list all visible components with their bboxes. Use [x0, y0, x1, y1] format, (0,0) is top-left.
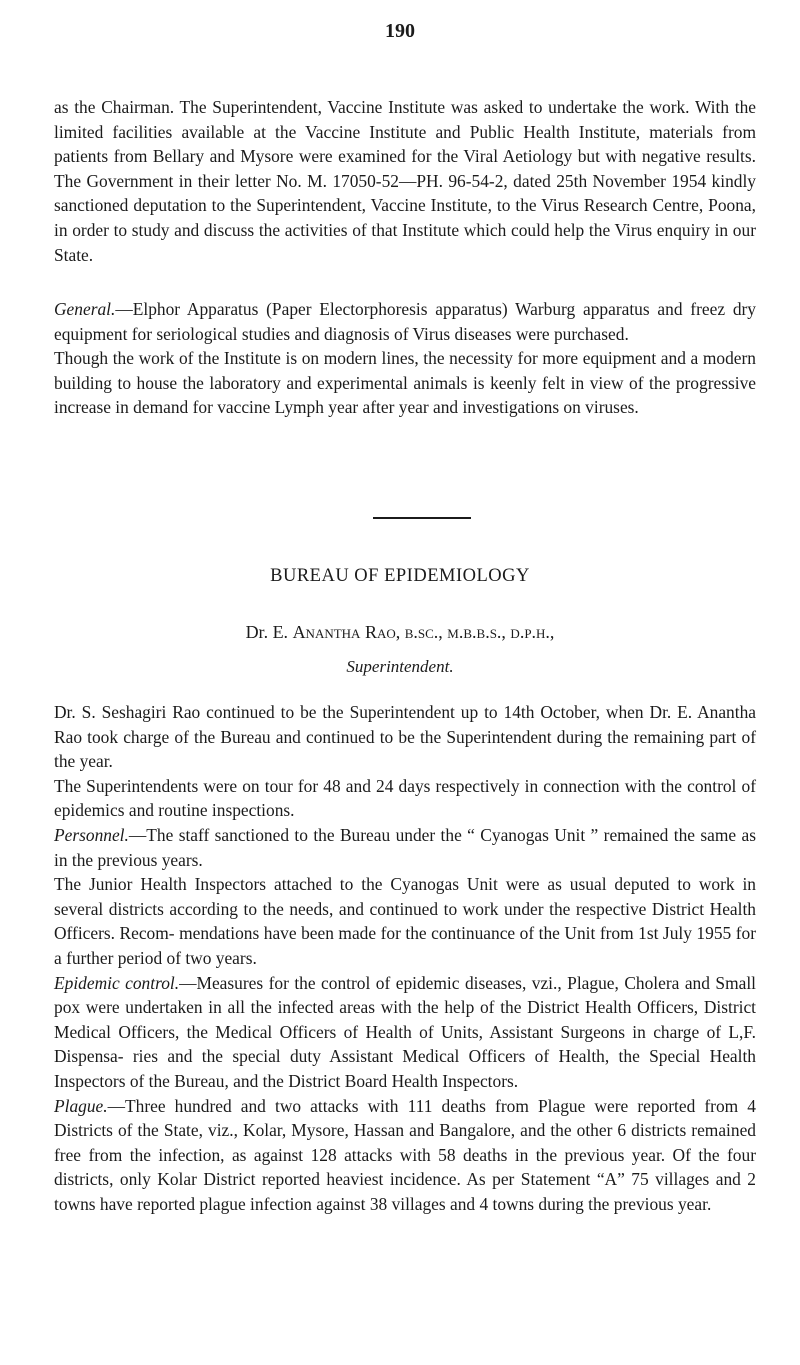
epidemic-text: —Measures for the control of epidemic diseases, vzi., Plague, Cholera and Small pox were undertaken in all the infected areas with the help of the District Health Officers, District Medical Officers, the Medical Officers of Health of Units, Assistant Surgeons in charge of L,F. Dispensa- ries and the special duty Assistant Medical Officers of Health, the Special Health Inspectors of the Bureau, and the District Board Health Inspectors. — [54, 972, 756, 1091]
personnel-lead: Personnel. — [54, 824, 129, 845]
bureau-body — [54, 700, 756, 1216]
officer-name: Anantha Rao, b.sc., m.b.b.s., d.p.h., — [292, 622, 555, 642]
general-text: —Elphor Apparatus (Paper Electorphoresis apparatus) Warburg apparatus and freez dry equipment for seriological studies and diagnosis of Virus diseases were purchased. — [54, 299, 756, 344]
bureau-heading: BUREAU OF EPIDEMIOLOGY — [270, 566, 530, 586]
epidemic-control-paragraph — [54, 971, 756, 1094]
intro-paragraph: as the Chairman. The Superintendent, Vaccine Institute was asked to undertake the work. With the limited facilities available at the Vaccine Institute and Public Health Institute, materials from patients from Bellary and Mysore were examined for the Viral Aetiology but with negative results. The Government in their letter No. M. 17050-52—PH. 96-54-2, dated 25th November 1954 kindly sanctioned deputation to the Superintendent, Vaccine Institute, to the Virus Research Centre, Poona, in order to study and discuss the activities of that Institute which could help the Virus enquiry in our State. — [54, 97, 756, 265]
section-divider — [373, 517, 471, 519]
modern-lines-paragraph: Though the work of the Institute is on modern lines, the necessity for more equipment and a modern building to house the laboratory and experimental animals is keenly felt in view of the progressive increase in demand for vaccine Lymph year after year and investigations on viruses. — [54, 348, 756, 418]
officer-prefix: Dr. E. — [245, 622, 293, 642]
epidemic-lead: Epidemic control. — [54, 972, 180, 993]
page-number: 190 — [385, 20, 415, 42]
officer-designation: Superintendent. — [346, 657, 454, 676]
plague-paragraph — [54, 1094, 756, 1217]
general-lead: General. — [54, 299, 116, 319]
superintendent-paragraph: Dr. S. Seshagiri Rao continued to be the Superintendent up to 14th October, when Dr. E. Anantha Rao took charge of the Bureau and continued to be the Superintendent during the remaining part of the year. — [54, 702, 756, 772]
general-paragraph — [54, 297, 756, 346]
officer-line — [0, 622, 800, 643]
general-section — [54, 297, 756, 420]
plague-lead: Plague. — [54, 1095, 108, 1116]
personnel-text: —The staff sanctioned to the Bureau under the “ Cyanogas Unit ” remained the same as in the previous years. — [54, 824, 756, 870]
junior-inspectors-paragraph: The Junior Health Inspectors attached to the Cyanogas Unit were as usual deputed to work in several districts according to the needs, and continued to work under the respective District Health Officers. Recom- mendations have been made for the continuance of the Unit from 1st July 1955 for a further period of two years. — [54, 874, 756, 968]
tour-paragraph: The Superintendents were on tour for 48 and 24 days respectively in connection with the control of epidemics and routine inspections. — [54, 775, 756, 821]
intro-section — [54, 95, 756, 267]
plague-text: —Three hundred and two attacks with 111 deaths from Plague were reported from 4 Districts of the State, viz., Kolar, Mysore, Hassan and Bangalore, and the other 6 districts remained free from the infection, as against 128 attacks with 58 deaths in the previous year. Of the four districts, only Kolar District reported heaviest incidence. As per Statement “A” 75 villages and 2 towns have reported plague infection against 38 villages and 4 towns during the previous year. — [54, 1095, 756, 1214]
personnel-paragraph — [54, 823, 756, 872]
